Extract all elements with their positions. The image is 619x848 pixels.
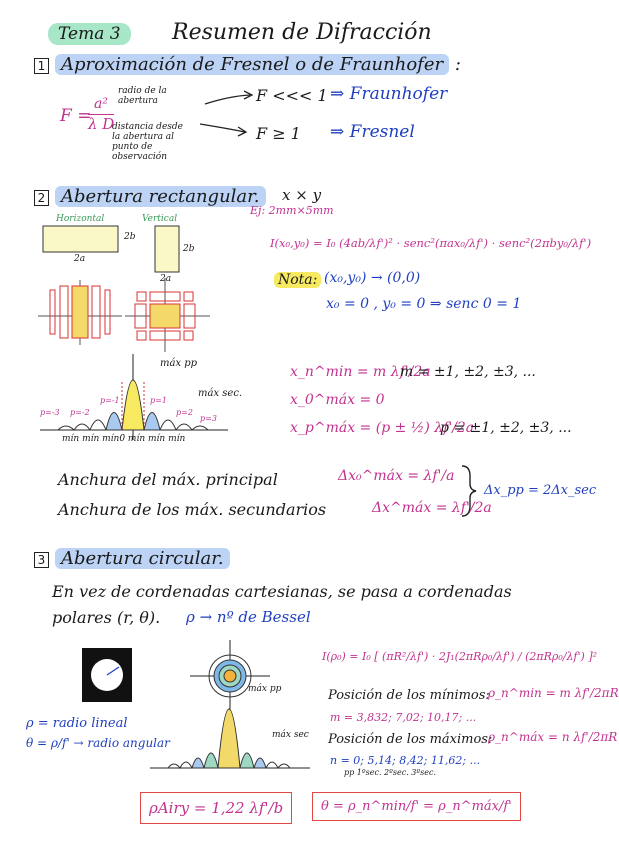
nota-label: Nota: [274, 272, 321, 288]
rect-m-values: m = ±1, ±2, ±3, ... [400, 364, 536, 380]
plot-label-pm1: p=-1 [100, 396, 120, 405]
fresnel-numerator: a² [94, 96, 108, 112]
circ-label-maxpp: máx pp [248, 684, 282, 694]
sec3-heading: 3 Abertura circular. [34, 548, 230, 569]
circ-n-sub: pp 1ºsec. 2ºsec. 3ºsec. [344, 768, 437, 777]
label-vertical: Vertical [142, 214, 178, 224]
plot-label-p3: p=3 [200, 414, 217, 423]
plot-label-p1: p=1 [150, 396, 167, 405]
anchura-pp-formula: Δx₀^máx = λf'/a [338, 468, 455, 484]
theta-relation: θ = ρ_n^min/f' = ρ_n^máx/f' [312, 792, 521, 821]
circ-label-maxsec: máx sec [272, 730, 309, 740]
pattern-rect-right [125, 278, 210, 352]
pattern-rect-left [38, 280, 122, 345]
nota-point: (x₀,y₀) → (0,0) [324, 270, 421, 286]
label-2b-h: 2b [124, 232, 136, 242]
sec3-text2: polares (r, θ). [52, 608, 161, 627]
circ-max-formula: ρ_n^máx = n λf'/2πR [488, 730, 618, 744]
annotation-radio: radio de la abertura [118, 86, 167, 106]
anchura-sec-formula: Δx^máx = λf'/2a [372, 500, 492, 516]
plot-label-maxpp: máx pp [160, 358, 198, 369]
anchura-pp-label: Anchura del máx. principal [58, 470, 278, 489]
circ-min-title: Posición de los mínimos: [328, 688, 490, 703]
tema-label: Tema 3 [48, 24, 131, 44]
sec2-example: Ej: 2mm×5mm [250, 204, 334, 217]
rho-definition: ρ = radio lineal [26, 716, 128, 731]
circ-n-values: n = 0; 5,14; 8,42; 11,62; ... [330, 754, 481, 767]
rect-maxp-formula: x_p^máx = (p ± ½) λf'/2a [290, 420, 475, 436]
label-horizontal: Horizontal [56, 214, 105, 224]
plot-label-maxsec: máx sec. [198, 388, 243, 399]
case1-condition: F <<< 1 [256, 86, 328, 105]
label-2a-h: 2a [74, 254, 86, 264]
label-2a-v: 2a [160, 274, 172, 284]
sec3-text1: En vez de cordenadas cartesianas, se pasa a cordenadas [52, 582, 512, 601]
label-2b-v: 2b [183, 244, 195, 254]
theta-definition: θ = ρ/f' → radio angular [26, 736, 170, 750]
circ-min-formula: ρ_n^min = m λf'/2πR [488, 686, 619, 700]
case2-result: ⇒ Fresnel [330, 122, 415, 142]
case1-result: ⇒ Fraunhofer [330, 84, 448, 104]
plot-label-pm2: p=-2 [70, 408, 90, 417]
rect-min-formula: x_n^min = m λf'/2a [290, 364, 431, 380]
rect-irradiance: I(x₀,y₀) = I₀ (4ab/λf')² · senc²(πax₀/λf') · senc²(2πby₀/λf') [270, 236, 592, 250]
rect-max0-formula: x_0^máx = 0 [290, 392, 385, 408]
sec1-heading: 1 Aproximación de Fresnel o de Fraunhofer : [34, 54, 461, 75]
fresnel-F: F = [60, 106, 92, 126]
circ-m-values: m = 3,832; 7,02; 10,17; ... [330, 711, 477, 724]
annotation-distancia: distancia desde la abertura al punto de observación [112, 122, 183, 162]
nota-result: x₀ = 0 , y₀ = 0 ⇒ senc 0 = 1 [326, 296, 522, 312]
sec2-dims: x × y [282, 186, 322, 204]
case2-condition: F ≥ 1 [256, 124, 301, 143]
airy-formula: ρAiry = 1,22 λf'/b [140, 792, 292, 824]
anchura-sec-label: Anchura de los máx. secundarios [58, 500, 327, 519]
plot-label-p2: p=2 [176, 408, 193, 417]
circ-irradiance: I(ρ₀) = I₀ [ (πR²/λf') · 2J₁(2πRρ₀/λf') / (2πRρ₀/λf') ]² [322, 650, 598, 663]
fresnel-denominator: λ D [88, 115, 115, 133]
sec2-heading: 2 Abertura rectangular. [34, 186, 266, 207]
plot-label-pm3: p=-3 [40, 408, 60, 417]
anchura-relation: Δx_pp = 2Δx_sec [484, 483, 597, 498]
page-title: Resumen de Difracción [172, 20, 432, 45]
plot-min-axis: mín mín mín0 mín mín mín [62, 434, 186, 444]
circ-max-title: Posición de los máximos: [328, 732, 493, 747]
sec3-bessel: ρ → nº de Bessel [186, 608, 311, 626]
rect-p-values: p = ±1, ±2, ±3, ... [440, 420, 572, 436]
